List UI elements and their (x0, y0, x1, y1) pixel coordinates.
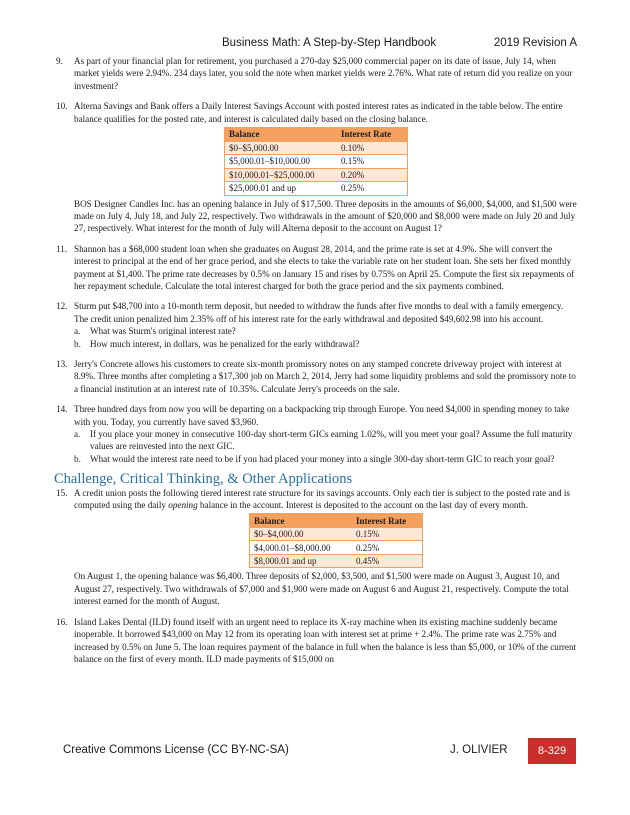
table-row (225, 155, 408, 169)
page-footer (0, 738, 630, 764)
question-10 (56, 100, 578, 235)
book-title: Business Math: A Step-by-Step Handbook (222, 37, 437, 49)
table-row (250, 541, 423, 555)
question-text: Alterna Savings and Bank offers a Daily Interest Savings Account with posted interest rates as indicated in the table below. The entire balance qualifies for the posted rate, and interest is calculated daily based on the closing balance. (74, 101, 563, 124)
question-text: Jerry's Concrete allows his customers to create six-month promissory notes on any stamped concrete driveway project with interest at 8.9%. Three months after completing a $17,300 job on March 2, 2014, Jerry had some liquidity problems and sold the promissory note to a financial institution at an interest rate of 10.35%. Calculate Jerry's proceeds on the sale. (74, 359, 576, 394)
table-cell: 0.20% (337, 168, 408, 182)
table-row (250, 554, 423, 568)
table-cell: 0.45% (352, 554, 423, 568)
column-header-rate: Interest Rate (337, 128, 408, 142)
question-number: 15. (56, 487, 68, 498)
sub-question-a (74, 325, 578, 337)
table-cell: 0.10% (337, 141, 408, 155)
section-heading-wrap (54, 471, 578, 488)
license-text: Creative Commons License (CC BY-NC-SA) (63, 744, 289, 756)
column-header-balance: Balance (250, 514, 353, 528)
question-11 (56, 243, 578, 293)
sub-question-text: What was Sturm's original interest rate? (90, 326, 236, 337)
page-number-badge: 8-329 (528, 738, 576, 764)
sub-question-b (74, 453, 578, 465)
question-number: 10. (56, 101, 68, 112)
question-text (74, 487, 578, 512)
question-text: Island Lakes Dental (ILD) found itself with an urgent need to replace its X-ray machine when its existing machine suddenly became inoperable. It borrowed $43,000 on May 12 from its operating loan with interest set at prime + 2.4%. The prime rate was 2.75% and increased by 0.5% on June 5. The loan requires payment of the balance in full when the balance is less than $5,000, or 10% of the current balance on the first of every month. ILD made payments of $15,000 on (74, 616, 577, 664)
page-content (56, 55, 578, 673)
table-cell: 0.15% (352, 527, 423, 541)
table-row (225, 168, 408, 182)
question-text: Three hundred days from now you will be departing on a backpacking trip through Europe. You need $4,000 in spending money to take with you. Today, you currently have saved $3,960. (74, 404, 570, 427)
section-heading: Challenge, Critical Thinking, & Other Applications (54, 471, 353, 488)
table-cell: $25,000.01 and up (225, 182, 338, 196)
question-number: 9. (56, 56, 63, 66)
interest-rate-table (224, 127, 408, 196)
table-cell: $0–$5,000.00 (225, 141, 338, 155)
question-number: 13. (56, 359, 68, 369)
author-name: J. OLIVIER (450, 744, 508, 756)
table-cell: $4,000.01–$8,000.00 (250, 541, 353, 555)
table-row (225, 182, 408, 196)
table-cell: $8,000.01 and up (250, 554, 353, 568)
column-header-rate: Interest Rate (352, 514, 423, 528)
table-header-row (250, 514, 423, 528)
tiered-rate-table (249, 513, 423, 568)
page-header (0, 37, 630, 51)
question-continuation: On August 1, the opening balance was $6,400. Three deposits of $2,000, $3,500, and $1,500 were made on August 3, August 10, and August 27, respectively. Two withdrawals of $7,000 and $1,900 were made on August 6 and August 21, respectively. Compute the total interest earned for the month of August. (74, 571, 569, 607)
question-text-part: balance in the account. Interest is deposited to the account on the last day of every month. (197, 500, 528, 511)
table-cell: $0–$4,000.00 (250, 527, 353, 541)
sub-question-text: What would the interest rate need to be if you had placed your money into a single 300-day short-term GIC to reach your goal? (90, 453, 555, 464)
table-cell: $10,000.01–$25,000.00 (225, 168, 338, 182)
sub-question-label: b. (74, 338, 81, 349)
table-cell: 0.15% (337, 155, 408, 169)
emphasis-word: opening (168, 500, 198, 511)
sub-question-text: How much interest, in dollars, was he penalized for the early withdrawal? (90, 338, 360, 349)
sub-question-label: b. (74, 453, 81, 464)
revision-label: 2019 Revision A (493, 37, 577, 49)
question-16 (56, 616, 578, 666)
sub-question-label: a. (74, 326, 81, 337)
question-number: 11. (56, 243, 68, 254)
table-row (225, 141, 408, 155)
question-12 (56, 300, 578, 350)
sub-question-label: a. (74, 429, 81, 440)
question-text: Sturm put $48,700 into a 10-month term deposit, but needed to withdraw the funds after five months to deal with a family emergency. The credit union penalized him 2.35% off of his interest rate for the early withdrawal and deposited $49,602.98 into his account. (74, 301, 564, 324)
question-number: 12. (56, 301, 68, 312)
question-continuation: BOS Designer Candles Inc. has an opening balance in July of $17,500. Three deposits in the amounts of $6,000, $4,000, and $1,500 were made on July 4, July 18, and July 22, respectively. Two withdrawals in the amount of $20,000 and $8,000 were made on July 20 and July 27, respectively. What interest for the month of July will Alterna deposit to the account on August 1? (74, 198, 577, 234)
question-text-part: A credit union posts the following tiered interest rate structure for its savings accounts. Only each tier is subject to the posted rate and is computed using the daily (74, 487, 570, 511)
table-header-row (225, 128, 408, 142)
question-14 (56, 403, 578, 465)
table-row (250, 527, 423, 541)
column-header-balance: Balance (225, 128, 338, 142)
sub-question-b (74, 338, 578, 350)
question-number: 16. (56, 616, 68, 627)
question-9 (56, 55, 578, 92)
question-15 (56, 487, 578, 608)
question-text: As part of your financial plan for retirement, you purchased a 270-day $25,000 commercial paper on its date of issue, July 14, when market yields were 2.94%. 234 days later, you sold the note when market yields were 2.76%. What rate of return did you realize on your investment? (74, 56, 573, 91)
question-number: 14. (56, 404, 68, 415)
sub-question-a (74, 428, 578, 453)
table-cell: $5,000.01–$10,000.00 (225, 155, 338, 169)
table-cell: 0.25% (352, 541, 423, 555)
question-text: Shannon has a $68,000 student loan when she graduates on August 28, 2014, and the prime rate is set at 4.9%. She will convert the interest to principal at the end of her grace period, and she elects to take the variable rate on her student loan. She sets her fixed monthly payment at $1,400. The prime rate decreases by 0.5% on January 15 and rises by 0.75% on April 25. Compute the first six repayments of her repayment schedule. Calculate the total interest charged for both the grace period and the six payments combined. (74, 243, 575, 291)
sub-question-text: If you place your money in consecutive 100-day short-term GICs earning 1.02%, will you meet your goal? Assume the full maturity values are reinvested into the next GIC. (90, 429, 573, 452)
question-13 (56, 358, 578, 395)
table-cell: 0.25% (337, 182, 408, 196)
